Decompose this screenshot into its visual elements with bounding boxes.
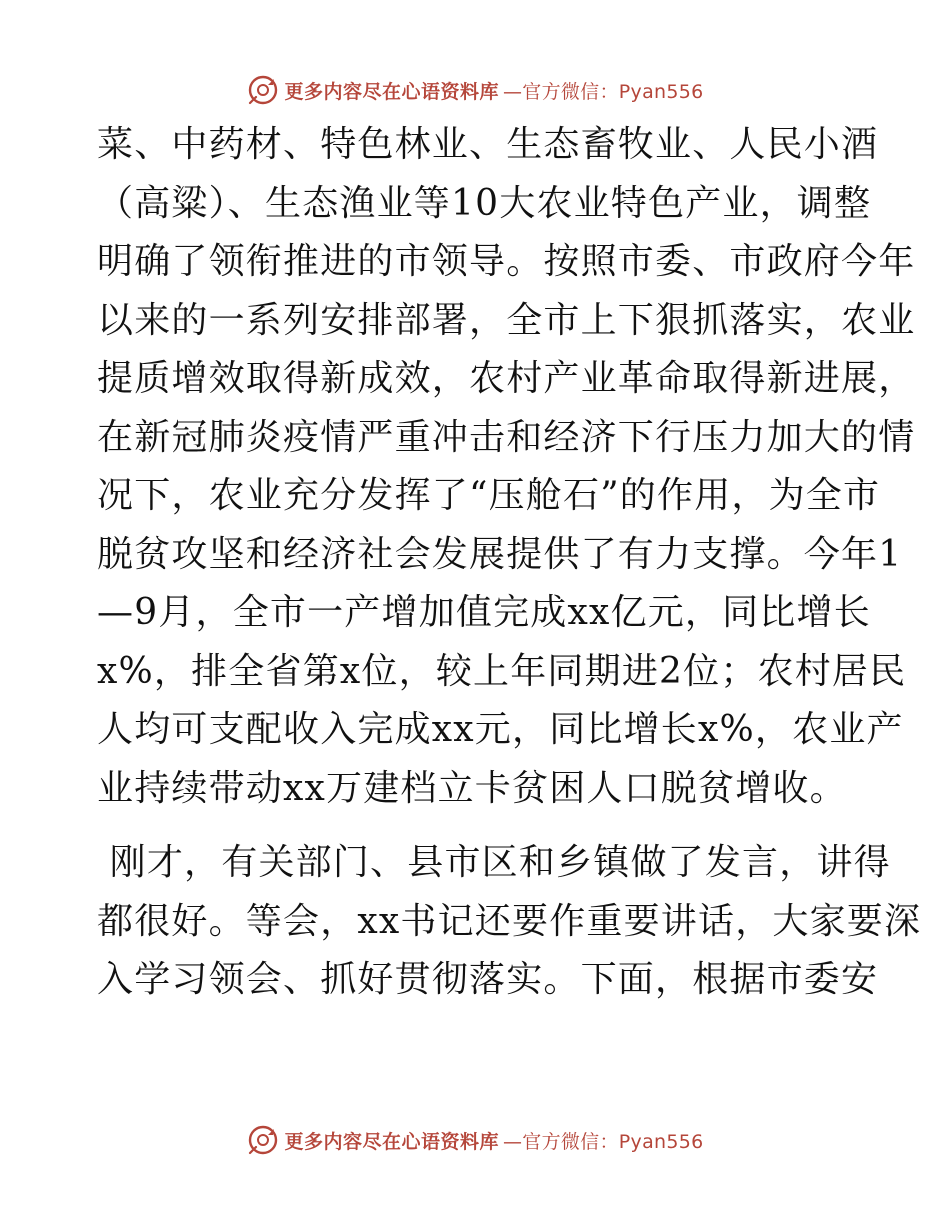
brand-logo-icon xyxy=(246,73,280,107)
text-line: 菜、中药材、特色林业、生态畜牧业、人民小酒 xyxy=(97,124,879,165)
text-line: 刚才，有关部门、县市区和乡镇做了发言，讲得 xyxy=(97,842,891,883)
header-brand xyxy=(246,73,703,107)
text-line: 入学习领会、抓好贯彻落实。下面，根据市委安 xyxy=(97,959,879,1000)
text-line: 人均可支配收入完成xx元，同比增长x%，农业产 xyxy=(97,709,904,750)
page-header xyxy=(0,70,950,110)
text-line: （高粱）、生态渔业等10大农业特色产业，调整 xyxy=(97,182,872,224)
document-body xyxy=(97,116,922,1010)
footer-brand xyxy=(246,1123,703,1157)
brand-logo-icon xyxy=(246,1123,280,1157)
page-footer xyxy=(0,1120,950,1160)
header-brand-main: 更多内容尽在心语资料库 xyxy=(284,80,499,103)
text-line: 明确了领衔推进的市领导。按照市委、市政府今年 xyxy=(97,241,916,282)
footer-brand-main: 更多内容尽在心语资料库 xyxy=(284,1130,499,1153)
text-line: x%，排全省第x位，较上年同期进2位；农村居民 xyxy=(97,650,907,692)
paragraph-2 xyxy=(97,834,922,1010)
text-line: 在新冠肺炎疫情严重冲击和经济下行压力加大的情 xyxy=(97,416,916,458)
text-line: 以来的一系列安排部署，全市上下狠抓落实，农业 xyxy=(97,299,916,341)
text-line: 脱贫攻坚和经济社会发展提供了有力支撑。今年1 xyxy=(97,533,903,575)
text-line: 况下，农业充分发挥了“压舱石”的作用，为全市 xyxy=(97,475,881,516)
footer-brand-sub: —官方微信：Pyan556 xyxy=(502,1130,704,1153)
paragraph-1 xyxy=(97,116,916,818)
text-line: 都很好。等会，xx书记还要作重要讲话，大家要深 xyxy=(97,900,922,942)
text-line: 提质增效取得新成效，农村产业革命取得新进展， xyxy=(97,358,916,399)
text-line: —9月，全市一产增加值完成xx亿元，同比增长 xyxy=(97,592,871,633)
text-line: 业持续带动xx万建档立卡贫困人口脱贫增收。 xyxy=(97,767,847,809)
header-brand-sub: —官方微信：Pyan556 xyxy=(502,80,704,103)
